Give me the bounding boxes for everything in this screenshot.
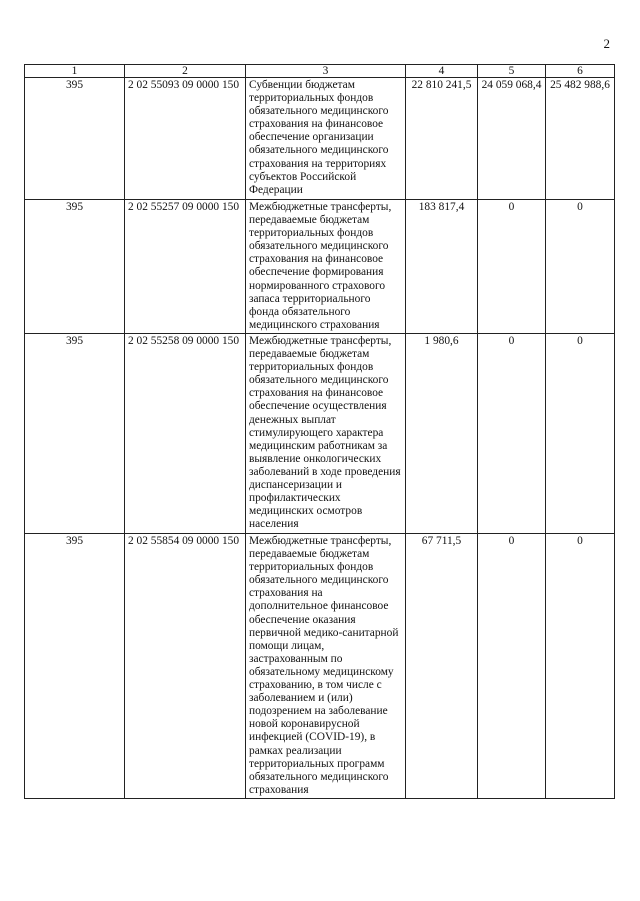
revenue-name-cell: Межбюджетные трансферты, передаваемые бюджетам территориальных фондов обязательного медицинского страхования на финансовое обеспечение осуществления денежных выплат стимулирующего характера медицинским работникам за выявление онкологических заболеваний в ходе проведения диспансеризации и профилактических медицинских осмотров населения (246, 334, 406, 534)
year-2-amount-cell: 0 (478, 334, 546, 534)
budget-classification-code-cell: 2 02 55257 09 0000 150 (125, 200, 246, 334)
column-header-3: 3 (246, 65, 406, 78)
budget-classification-code-cell: 2 02 55258 09 0000 150 (125, 334, 246, 534)
year-2-amount-cell: 24 059 068,4 (478, 78, 546, 200)
column-header-4: 4 (406, 65, 478, 78)
year-3-amount-cell: 0 (546, 200, 615, 334)
budget-classification-code-cell: 2 02 55093 09 0000 150 (125, 78, 246, 200)
column-header-5: 5 (478, 65, 546, 78)
year-1-amount-cell: 183 817,4 (406, 200, 478, 334)
year-3-amount-cell: 0 (546, 534, 615, 799)
year-3-amount-cell: 0 (546, 334, 615, 534)
column-header-6: 6 (546, 65, 615, 78)
revenue-name-cell: Субвенции бюджетам территориальных фондов обязательного медицинского страхования на финансовое обеспечение организации обязательного медицинского страхования на территориях субъектов Российской Федерации (246, 78, 406, 200)
budget-revenue-table (24, 64, 615, 799)
year-2-amount-cell: 0 (478, 200, 546, 334)
budget-classification-code-cell: 2 02 55854 09 0000 150 (125, 534, 246, 799)
admin-code-cell: 395 (25, 200, 125, 334)
admin-code-cell: 395 (25, 534, 125, 799)
page-number: 2 (603, 36, 610, 51)
column-header-1: 1 (25, 65, 125, 78)
admin-code-cell: 395 (25, 78, 125, 200)
table-row (25, 534, 615, 799)
revenue-name-cell: Межбюджетные трансферты, передаваемые бюджетам территориальных фондов обязательного медицинского страхования на финансовое обеспечение формирования нормированного страхового запаса территориального фонда обязательного медицинского страхования (246, 200, 406, 334)
table-row (25, 200, 615, 334)
table-row (25, 334, 615, 534)
column-header-2: 2 (125, 65, 246, 78)
column-number-row (25, 65, 615, 78)
revenue-name-cell: Межбюджетные трансферты, передаваемые бюджетам территориальных фондов обязательного медицинского страхования на дополнительное финансовое обеспечение оказания первичной медико-санитарной помощи лицам, застрахованным по обязательному медицинскому страхованию, в том числе с заболеванием и (или) подозрением на заболевание новой коронавирусной инфекцией (COVID-19), в рамках реализации территориальных программ обязательного медицинского страхования (246, 534, 406, 799)
year-3-amount-cell: 25 482 988,6 (546, 78, 615, 200)
year-2-amount-cell: 0 (478, 534, 546, 799)
year-1-amount-cell: 22 810 241,5 (406, 78, 478, 200)
year-1-amount-cell: 67 711,5 (406, 534, 478, 799)
table-row (25, 78, 615, 200)
admin-code-cell: 395 (25, 334, 125, 534)
year-1-amount-cell: 1 980,6 (406, 334, 478, 534)
